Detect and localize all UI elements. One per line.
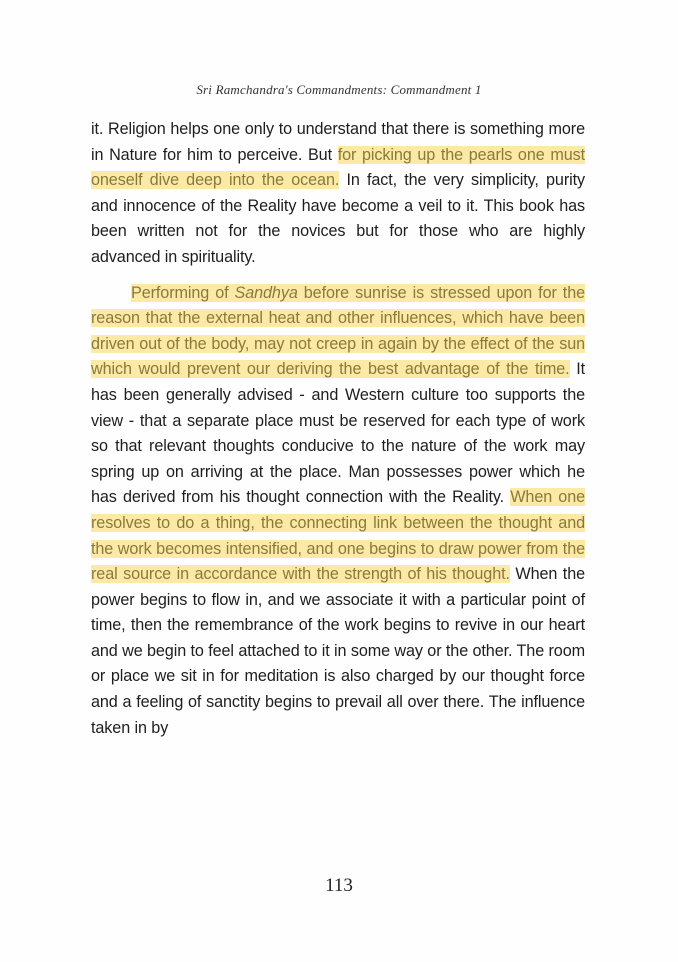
highlighted-segment: Performing of [131,283,235,302]
paragraph-1 [91,117,585,271]
highlighted-segment: before sunrise is stressed upon for the reason that the external heat and other influences, which have been driven out of the body, may not creep in again by the effect of the sun which would prevent our deriving the best advantage of the time. [91,283,585,379]
highlighted-segment: for picking up the pearls one must oneself dive deep into the ocean. [91,145,585,190]
text-segment: It has been generally advised - and Western culture too supports the view - that a separate place must be reserved for each type of work so that relevant thoughts conducive to the nature of the work may spring up on arriving at the place. Man possesses power which he has derived from his thought connection with the Reality. [91,360,585,507]
text-segment: it. Religion helps one only to understand that there is something more in Nature for him to perceive. But [91,120,585,164]
body-text [91,117,585,741]
text-segment: In fact, the very simplicity, purity and innocence of the Reality have become a veil to it. This book has been written not for the novices but for those who are highly advanced in spirituality. [91,171,585,266]
text-segment: When the power begins to flow in, and we associate it with a particular point of time, then the remembrance of the work begins to revive in our heart and we begin to feel attached to it in some way or the other. The room or place we sit in for meditation is also charged by our thought force and a feeling of sanctity begins to prevail all over there. The influence taken in by [91,565,586,737]
running-header: Sri Ramchandra's Commandments: Commandment 1 [196,82,482,97]
paragraph-2 [91,281,585,742]
highlighted-italic-term: Sandhya [234,283,298,302]
page-number: 113 [325,875,353,896]
highlighted-segment: When one resolves to do a thing, the connecting link between the thought and the work becomes intensified, and one begins to draw power from the real source in accordance with the strength of his thought. [91,488,585,584]
